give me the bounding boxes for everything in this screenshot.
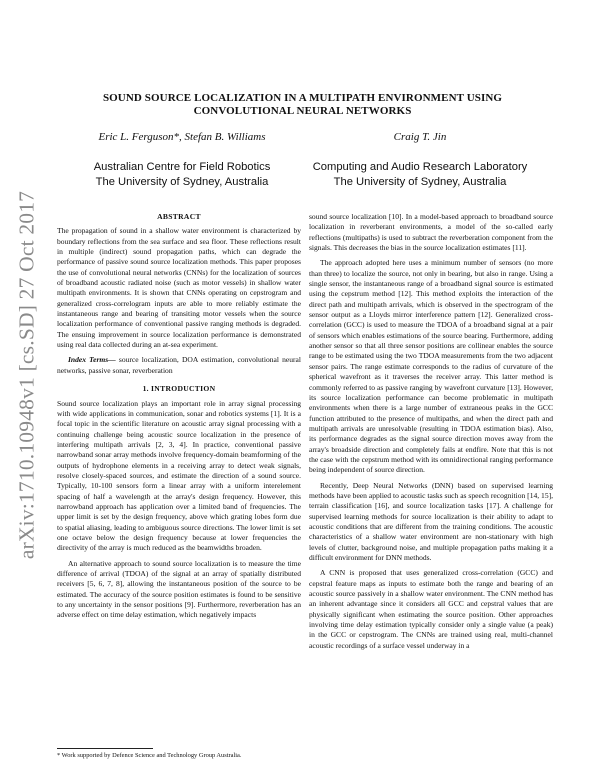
right-column: [309, 212, 553, 651]
author-block-left: [62, 131, 302, 190]
index-terms-text: source localization, DOA estimation, convolutional neural networks, passive sonar, reverberation: [57, 355, 301, 375]
abstract-text: The propagation of sound in a shallow water environment is characterized by boundary reflections from the sea surface and sea floor. These reflections result in multiple (indirect) sound propagation paths, which can degrade the performance of passive sound source localization methods. This paper proposes the use of convolutional neural networks (CNNs) for the localization of sources of broadband acoustic radiated noise (such as motor vessels) in shallow water multipath environments. It is shown that CNNs operating on cepstrogram and generalized cross-correlogram inputs are able to more reliably estimate the instantaneous range and bearing of transiting motor vessels when the source localization performance of conventional passive ranging methods is degraded. The ensuing improvement in source localization performance is demonstrated using real data collected during an at-sea experiment.: [57, 226, 301, 350]
abstract-heading: ABSTRACT: [157, 212, 201, 221]
introduction-heading: 1. INTRODUCTION: [142, 384, 216, 394]
index-terms-label: Index Terms—: [68, 355, 116, 365]
affiliation-right-line-2: The University of Sydney, Australia: [333, 176, 507, 188]
affiliation-left: [62, 160, 302, 190]
left-column: [57, 212, 301, 621]
footnote-rule: [57, 748, 153, 749]
title-line-1: SOUND SOURCE LOCALIZATION IN A MULTIPATH ENVIRONMENT USING: [102, 92, 503, 104]
footnote: * Work supported by Defence Science and Technology Group Australia.: [57, 752, 242, 759]
title-line-2: CONVOLUTIONAL NEURAL NETWORKS: [193, 105, 412, 117]
right-paragraph-2: The approach adopted here uses a minimum number of sensors (no more than three) to localize the source, not only in bearing, but also in range. Using a single sensor, the instantaneous range of a broadband signal source is estimated using the cepstrum method [12]. This method exploits the interaction of the direct path and multipath arrivals, which is observed in the spectrogram of the sensor output as a Lloyds mirror interference pattern [12]. Generalized cross-correlation (GCC) is used to measure the TDOA of a broadband signal at a pair of sensors which enables estimations of the source bearing. Furthermore, adding another sensor so that all three sensor positions are collinear enables the source range to be estimated using the two TDOA measurements from the two adjacent sensor pairs. The range estimate corresponds to the radius of curvature of the spherical wavefront as it traverses the receiver array. This latter method is commonly referred to as passive ranging by wavefront curvature [13]. However, its source localization performance can become problematic in multipath environments when there is a large number of extraneous peaks in the GCC function attributed to the presence of multipaths, and when the direct path and multipath arrivals are unresolvable (resulting in TDOA estimation bias). Also, its performance degrades as the signal source direction moves away from the array's broadside direction and completely fails at endfire. Note that this is not the case with the cepstrum method with its omnidirectional ranging performance being independent of source direction.: [309, 258, 553, 475]
affiliation-right: [300, 160, 540, 190]
affiliation-right-line-1: Computing and Audio Research Laboratory: [312, 161, 528, 173]
right-paragraph-1: sound source localization [10]. In a model-based approach to broadband source localization in reverberant environments, a model of the so-called early reflections (multipaths) is used to subtract the reverberation component from the signals. This decreases the bias in the source localization estimates [11].: [309, 212, 553, 253]
affiliation-left-line-2: The University of Sydney, Australia: [95, 176, 269, 188]
affiliation-left-line-1: Australian Centre for Field Robotics: [93, 161, 271, 173]
arxiv-identifier[interactable]: arXiv:1710.10948v1 [cs.SD] 27 Oct 2017: [14, 190, 39, 560]
arxiv-stamp: [6, 190, 48, 560]
right-paragraph-4: A CNN is proposed that uses generalized cross-correlation (GCC) and cepstral feature maps as inputs to estimate both the range and bearing of an acoustic source passively in a shallow water environment. The CNN method has an inherent advantage since it considers all GCC and cepstral values that are physically significant when estimating the source position. Other approaches involving time delay estimation typically consider only a single value (a peak) in the GCC or cepstrogram. The CNNs are trained using real, multi-channel acoustic recordings of a surface vessel underway in a: [309, 568, 553, 650]
author-names-left: Eric L. Ferguson*, Stefan B. Williams: [98, 131, 266, 143]
introduction-paragraph-2: An alternative approach to sound source localization is to measure the time difference of arrival (TDOA) of the signal at an array of spatially distributed receivers [5, 6, 7, 8], allowing the instantaneous position of the source to be estimated. The accuracy of the source position estimates is found to be sensitive to any uncertainty in the sensor positions [9]. Furthermore, reverberation has an adverse effect on time delay estimation, which negatively impacts: [57, 558, 301, 620]
index-terms: [57, 355, 301, 376]
paper-title: [70, 92, 535, 118]
right-paragraph-3: Recently, Deep Neural Networks (DNN) based on supervised learning methods have been applied to acoustic tasks such as speech recognition [14, 15], terrain classification [16], and source localization tasks [17]. A challenge for supervised learning methods for source localization is their ability to adapt to acoustic conditions that are different from the training conditions. The acoustic characteristics of a shallow water environment are non-stationary with high levels of clutter, background noise, and multiple propagation paths making it a difficult environment for DNN methods.: [309, 480, 553, 562]
author-block-right: [300, 131, 540, 190]
author-names-right: Craig T. Jin: [393, 131, 447, 143]
introduction-paragraph-1: Sound source localization plays an important role in array signal processing with wide applications in communication, sonar and robotics systems [1]. It is a focal topic in the scientific literature on acoustic array signal processing with a continuing challenge being acoustic source localization in the presence of interfering multipath arrivals [2, 3, 4]. In practice, conventional passive narrowband sonar array methods involve frequency-domain beamforming of the outputs of hydrophone elements in a receiving array to detect weak signals, resolve closely-spaced sources, and estimate the direction of a sound source. Typically, 10-100 sensors form a linear array with a uniform interelement spacing of half a wavelength at the array's design frequency. However, this narrowband approach has application over a limited band of frequencies. The upper limit is set by the design frequency, above which grating lobes form due to spatial aliasing, leading to ambiguous source directions. The lower limit is set one octave below the design frequency because at lower frequencies the directivity of the array is much reduced as the beamwidths broaden.: [57, 398, 301, 553]
